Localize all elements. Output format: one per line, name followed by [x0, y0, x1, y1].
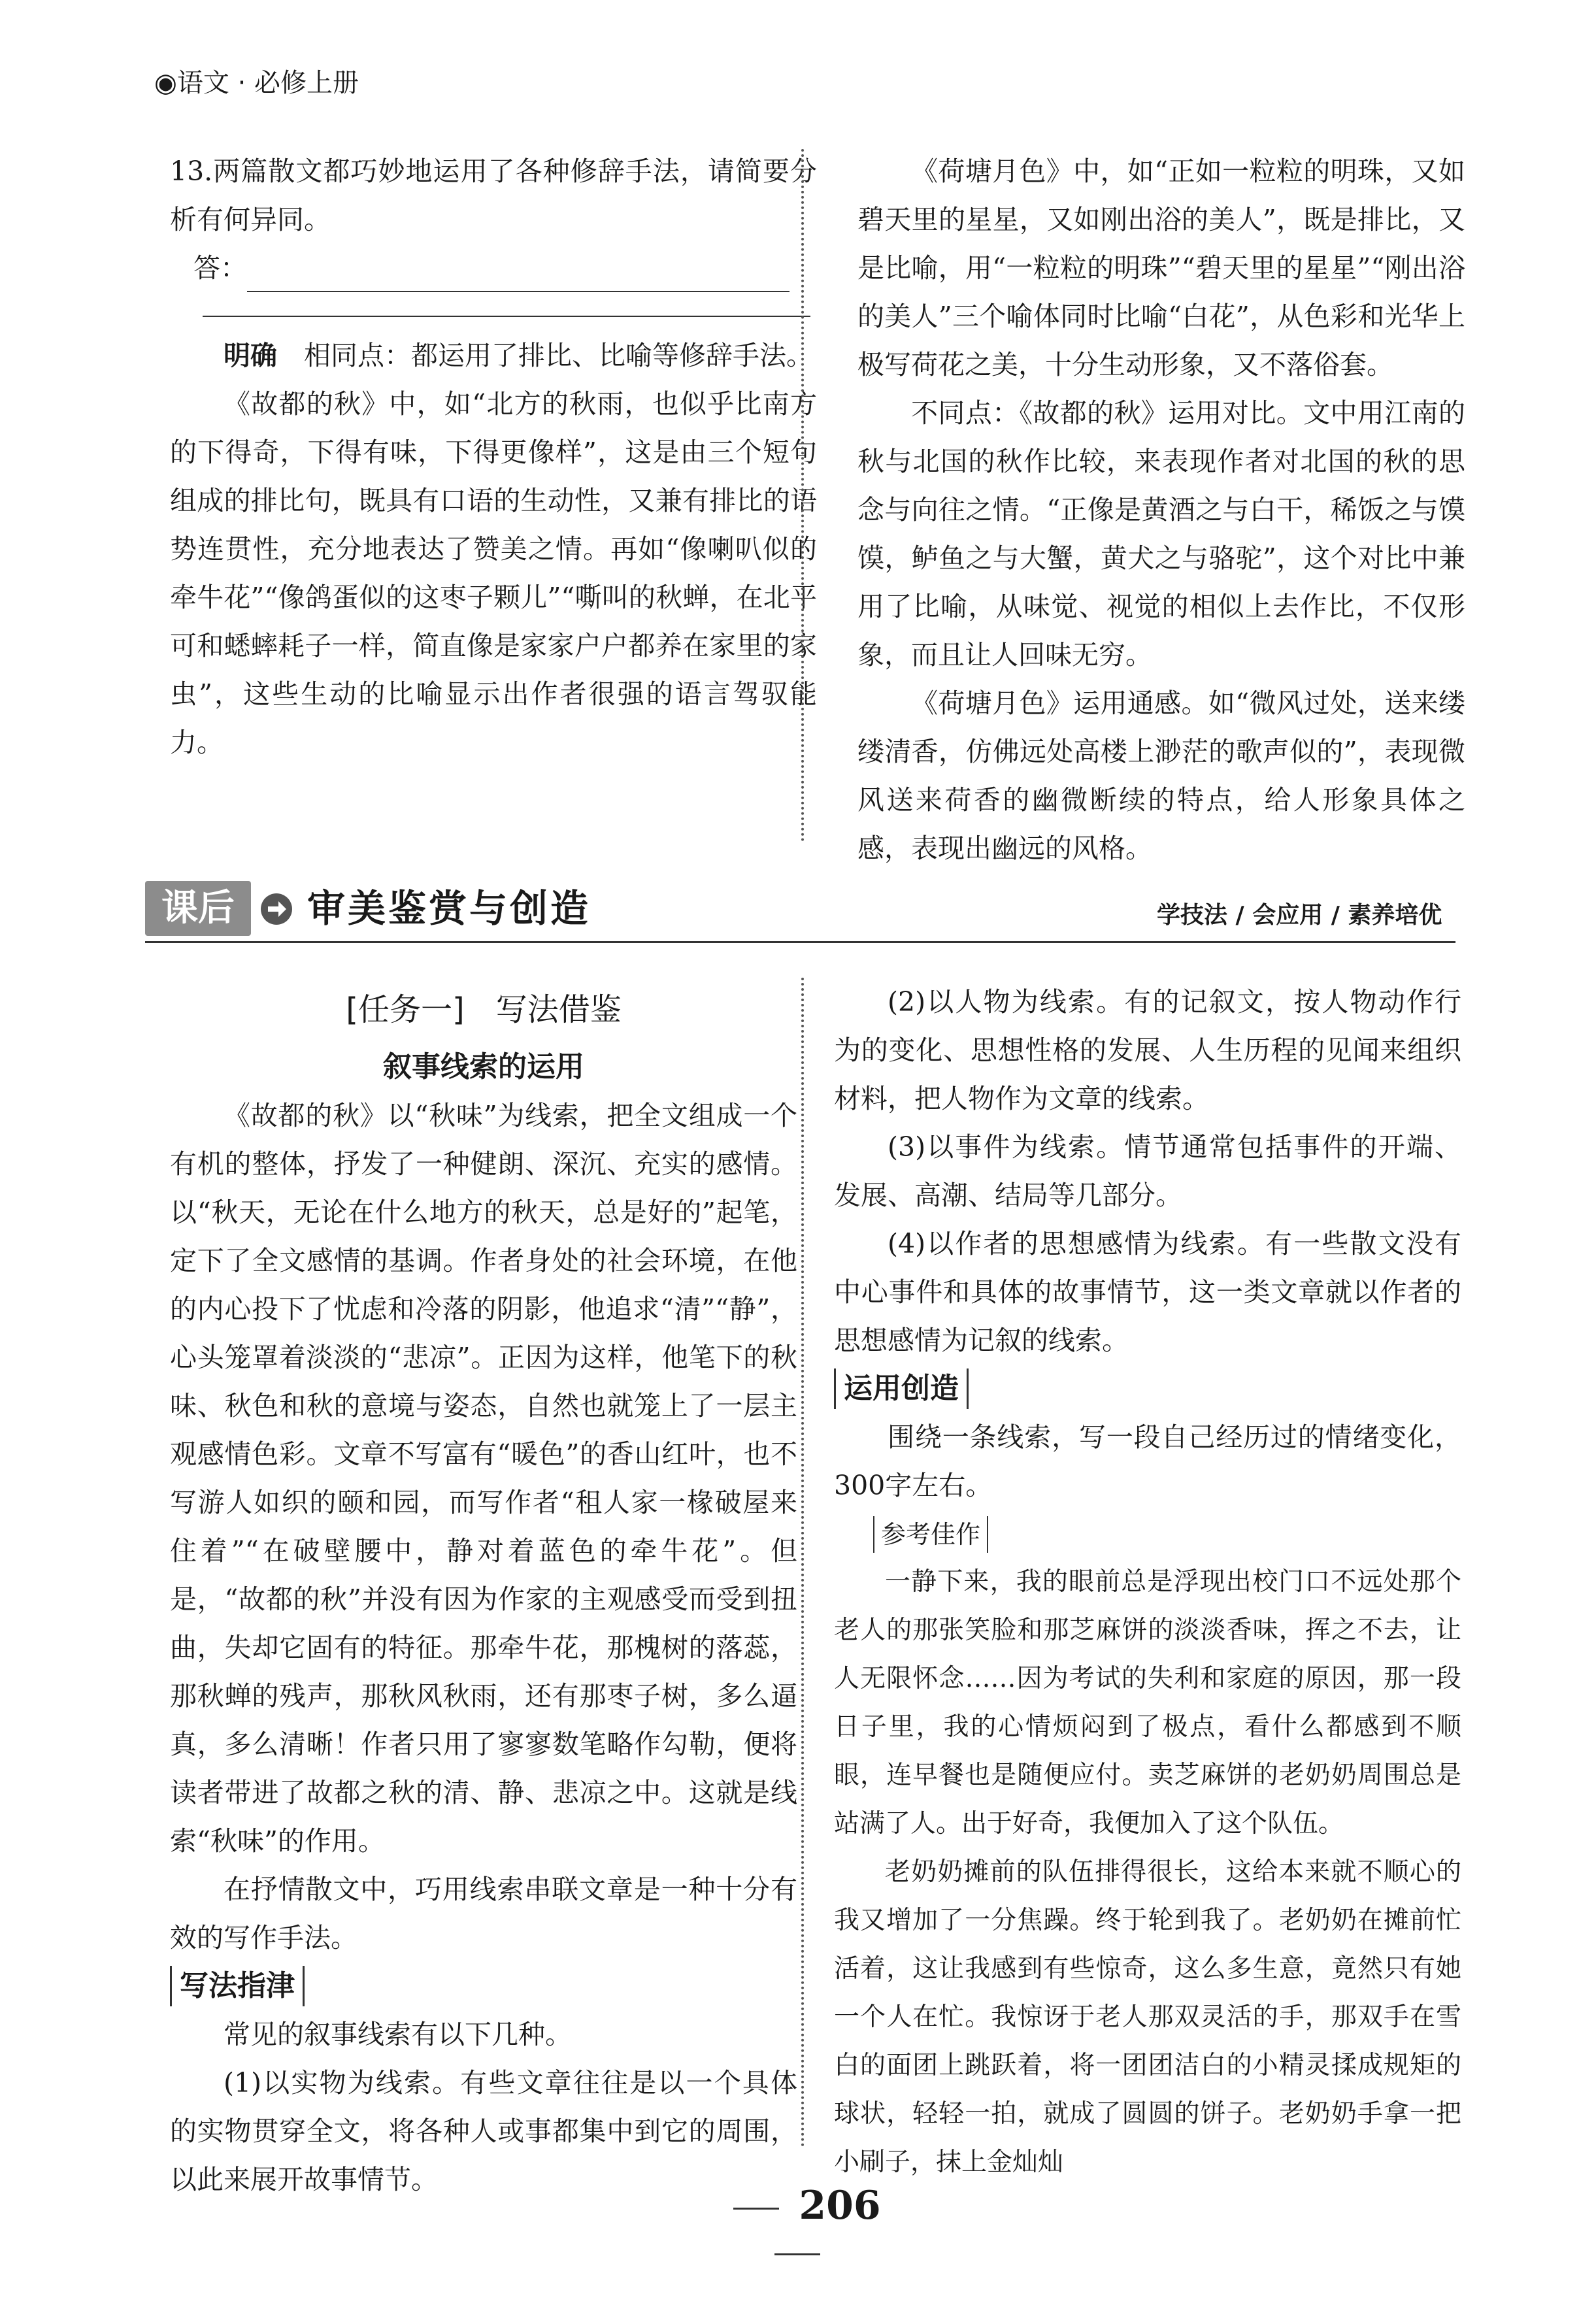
explanation-para-2: 《故都的秋》中，如“北方的秋雨，也似乎比南方的下得奇，下得有味，下得更像样”，这是由三个短句组成的排比句，既具有口语的生动性，又兼有排比的语势连贯性，充分地表达了赞美之情。再如“像喇叭似的牵牛花”“像鸽蛋似的这枣子颗儿”“嘶叫的秋蝉，在北平可和蟋蟀耗子一样，简直像是家家户户都养在家里的家虫”，这些生动的比喻显示出作者很强的语言驾驭能力。: [170, 388, 817, 758]
guide-heading: [170, 1962, 797, 2010]
column-divider-bottom: [801, 978, 804, 2147]
sample-label: 参考佳作: [873, 1516, 988, 1553]
explanation-para-4: 不同点：《故都的秋》运用对比。文中用江南的秋与北国的秋作比较，来表现作者对北国的秋的思念与向往之情。“正像是黄酒之与白干，稀饭之与馍馍，鲈鱼之与大蟹，黄犬之与骆驼”，这个对比中兼用了比喻，从味觉、视觉的相似上去作比，不仅形象，而且让人回味无穷。: [857, 397, 1465, 671]
page-number-text: 206: [799, 2183, 881, 2229]
page-number: [699, 2183, 895, 2274]
guide-item-1: (1)以实物为线索。有些文章往往是以一个具体的实物贯穿全文，将各种人或事都集中到它的周围，以此来展开故事情节。: [170, 2067, 797, 2195]
explanation-para-5: 《荷塘月色》运用通感。如“微风过处，送来缕缕清香，仿佛远处高楼上渺茫的歌声似的”，表现微风送来荷香的幽微断续的特点，给人形象具体之感，表现出幽远的风格。: [857, 688, 1465, 864]
explanation-para-1: 明确 相同点：都运用了排比、比喻等修辞手法。: [224, 340, 813, 371]
answer-row: [170, 244, 817, 292]
column-divider-top: [801, 149, 804, 842]
task-para-2: 在抒情散文中，巧用线索串联文章是一种十分有效的写作手法。: [170, 1874, 797, 1953]
page-dash-left: [733, 2208, 779, 2210]
guide-item-4: (4)以作者的思想感情为线索。有一些散文没有中心事件和具体的故事情节，这一类文章就以作者的思想感情为记叙的线索。: [834, 1228, 1461, 1356]
arrow-right-icon: [260, 893, 293, 925]
answer-blank-line[interactable]: [247, 259, 790, 292]
section-underline: [145, 941, 1455, 943]
guide-label: 写法指津: [170, 1966, 305, 2006]
book-header: [154, 62, 359, 99]
answer-blank-line-2[interactable]: [203, 316, 810, 317]
answer-label: 答：: [193, 252, 247, 284]
apply-heading: [834, 1365, 1461, 1413]
question-13-stem: 13.两篇散文都巧妙地运用了各种修辞手法，请简要分析有何异同。: [170, 156, 817, 235]
task-subtitle: 叙事线索的运用: [383, 1050, 584, 1084]
section-tag: 课后: [145, 881, 251, 936]
explanation-para-3: 《荷塘月色》中，如“正如一粒粒的明珠，又如碧天里的星星，又如刚出浴的美人”，既是排比，又是比喻，用“一粒粒的明珠”“碧天里的星星”“刚出浴的美人”三个喻体同时比喻“白花”，从色彩和光华上极写荷花之美，十分生动形象，又不落俗套。: [857, 156, 1465, 380]
guide-intro: 常见的叙事线索有以下几种。: [224, 2019, 572, 2050]
task-left-column: [170, 980, 797, 2204]
sample-heading: [834, 1510, 1461, 1558]
bullet-circle-icon: ◉: [154, 68, 177, 98]
apply-text: 围绕一条线索，写一段自己经历过的情绪变化，300字左右。: [834, 1421, 1461, 1501]
explanation-label: 明确: [224, 340, 277, 371]
section-title: 审美鉴赏与创造: [307, 886, 591, 931]
page-dash-right: [774, 2253, 820, 2255]
task-right-column: [834, 978, 1461, 2187]
question-13-block: [170, 147, 817, 767]
guide-item-2: (2)以人物为线索。有的记叙文，按人物动作行为的变化、思想性格的发展、人生历程的见闻来组织材料，把人物作为文章的线索。: [834, 986, 1461, 1114]
section-tags: 学技法 / 会应用 / 素养培优: [1157, 902, 1442, 929]
book-title: 语文 · 必修上册: [176, 68, 359, 98]
sample-para-2: 老奶奶摊前的队伍排得很长，这给本来就不顺心的我又增加了一分焦躁。终于轮到我了。老奶奶在摊前忙活着，这让我感到有些惊奇，这么多生意，竟然只有她一个人在忙。我惊讶于老人那双灵活的手，那双手在雪白的面团上跳跃着，将一团团洁白的小精灵揉成规矩的球状，轻轻一拍，就成了圆圆的饼子。老奶奶手拿一把小刷子，抹上金灿灿: [834, 1857, 1461, 2177]
explanation-continued: [857, 147, 1465, 872]
sample-para-1: 一静下来，我的眼前总是浮现出校门口不远处那个老人的那张笑脸和那芝麻饼的淡淡香味，挥之不去，让人无限怀念……因为考试的失利和家庭的原因，那一段日子里，我的心情烦闷到了极点，看什么都感到不顺眼，连早餐也是随便应付。卖芝麻饼的老奶奶周围总是站满了人。出于好奇，我便加入了这个队伍。: [834, 1567, 1461, 1838]
task-para-1: 《故都的秋》以“秋味”为线索，把全文组成一个有机的整体，抒发了一种健朗、深沉、充实的感情。以“秋天，无论在什么地方的秋天，总是好的”起笔，定下了全文感情的基调。作者身处的社会环境，在他的内心投下了忧虑和冷落的阴影，他追求“清”“静”，心头笼罩着淡淡的“悲凉”。正因为这样，他笔下的秋味、秋色和秋的意境与姿态，自然也就笼上了一层主观感情色彩。文章不写富有“暖色”的香山红叶，也不写游人如织的颐和园，而写作者“租人家一椽破屋来住着”“在破壁腰中，静对着蓝色的牵牛花”。但是，“故都的秋”并没有因为作家的主观感受而受到扭曲，失却它固有的特征。那牵牛花，那槐树的落蕊，那秋蝉的残声，那秋风秋雨，还有那枣子树，多么逼真，多么清晰！作者只用了寥寥数笔略作勾勒，便将读者带进了故都之秋的清、静、悲凉之中。这就是线索“秋味”的作用。: [170, 1100, 797, 1857]
task-title: [任务一] 写法借鉴: [346, 991, 622, 1028]
sample-essay: [834, 1558, 1461, 2187]
guide-item-3: (3)以事件为线索。情节通常包括事件的开端、发展、高潮、结局等几部分。: [834, 1131, 1461, 1211]
apply-label: 运用创造: [834, 1368, 969, 1409]
